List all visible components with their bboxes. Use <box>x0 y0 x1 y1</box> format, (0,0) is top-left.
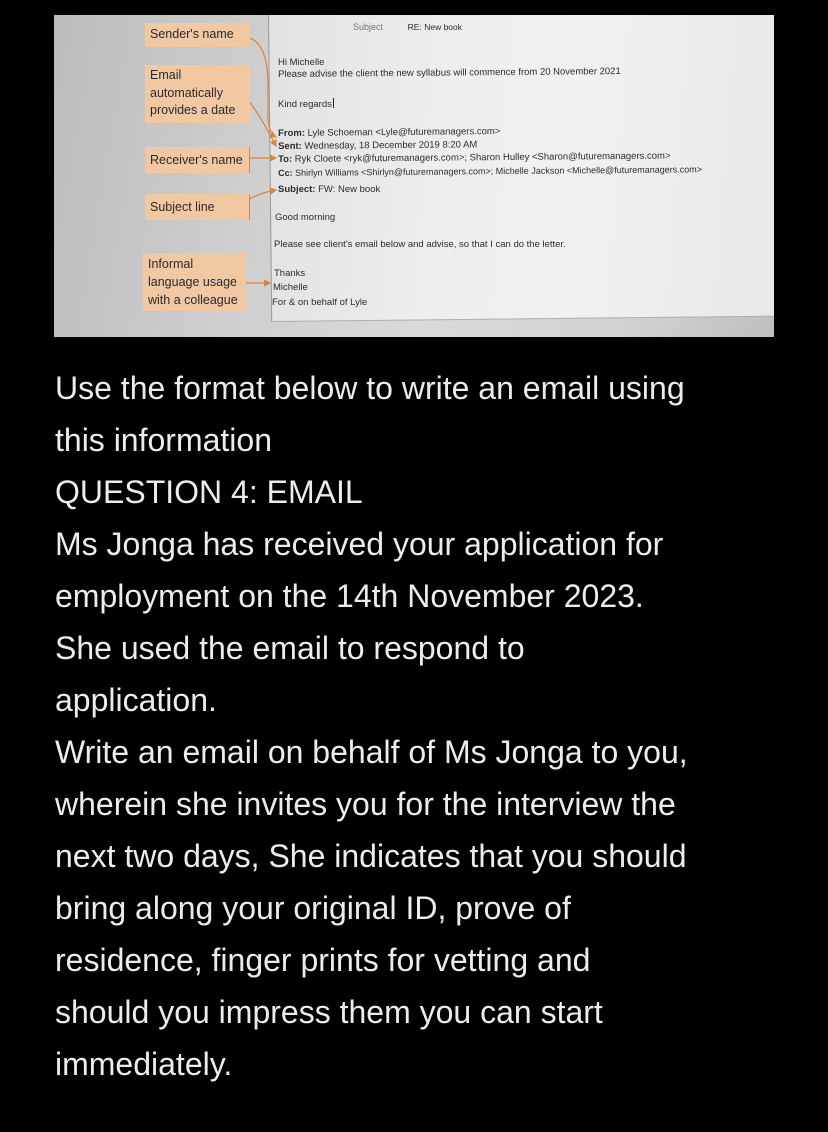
question-text <box>55 362 795 1090</box>
annotation-informal-line1: Informal <box>148 257 194 271</box>
email-from-row <box>278 126 500 140</box>
question-line: She used the email to respond to <box>55 630 525 666</box>
annotation-date-line1: Email <box>150 68 182 82</box>
email-signature-behalf: For & on behalf of Lyle <box>272 297 368 308</box>
cc-value: Shirlyn Williams <Shirlyn@futuremanagers.com>; Michelle Jackson <Michelle@futuremanagers.com> <box>295 164 703 178</box>
subject-label: Subject <box>353 22 384 32</box>
annotation-senders-name: Sender's name <box>145 23 250 47</box>
email-closing <box>278 98 334 111</box>
email-format-photo <box>54 15 774 337</box>
sent-value: Wednesday, 18 December 2019 8:20 AM <box>304 139 478 152</box>
annotation-informal-line2: language usage <box>148 275 237 289</box>
to-value: Ryk Cloete <ryk@futuremanagers.com>; Sharon Hulley <Sharon@futuremanagers.com> <box>294 150 671 165</box>
question-line: application. <box>55 682 217 718</box>
to-label: To: <box>278 153 293 165</box>
question-line: next two days, She indicates that you should <box>55 838 687 874</box>
text-cursor <box>333 98 334 108</box>
cc-label: Cc: <box>278 167 293 178</box>
email-request: Please see client's email below and advise, so that I can do the letter. <box>274 239 566 250</box>
from-value: Lyle Schoeman <Lyle@futuremanagers.com> <box>307 126 501 139</box>
fw-subject-label: Subject: <box>278 184 316 195</box>
from-label: From: <box>278 127 306 139</box>
question-line: Ms Jonga has received your application for <box>55 526 664 562</box>
question-heading: QUESTION 4: EMAIL <box>55 474 363 510</box>
question-line: employment on the 14th November 2023. <box>55 578 644 614</box>
subject-value: RE: New book <box>407 22 463 32</box>
annotation-informal-line3: with a colleague <box>148 293 238 307</box>
email-body: Please advise the client the new syllabus will commence from 20 November 2021 <box>278 66 621 80</box>
email-subject-row <box>353 21 462 34</box>
fw-subject-value: FW: New book <box>318 184 381 195</box>
question-line: wherein she invites you for the interview the <box>55 786 676 822</box>
annotation-subject-line: Subject line <box>145 194 250 220</box>
question-line: Use the format below to write an email using <box>55 370 685 406</box>
question-line: residence, finger prints for vetting and <box>55 942 591 978</box>
email-good-morning: Good morning <box>275 212 336 223</box>
sent-label: Sent: <box>278 140 302 152</box>
email-fw-subject-row <box>278 184 380 196</box>
email-greeting: Hi Michelle <box>278 57 325 68</box>
annotation-receivers-name: Receiver's name <box>145 147 250 173</box>
email-signature-name: Michelle <box>273 282 308 293</box>
annotation-date-line3: provides a date <box>150 103 236 117</box>
question-line: should you impress them you can start <box>55 994 603 1030</box>
email-thanks: Thanks <box>274 268 306 279</box>
annotation-date <box>145 65 250 123</box>
question-line: Write an email on behalf of Ms Jonga to you, <box>55 734 688 770</box>
question-line: bring along your original ID, prove of <box>55 890 571 926</box>
annotation-date-line2: automatically <box>150 85 223 100</box>
question-line: this information <box>55 422 272 458</box>
question-line: immediately. <box>55 1046 233 1082</box>
email-sent-row <box>278 139 477 153</box>
email-closing-text: Kind regards <box>278 99 332 110</box>
annotation-informal-language <box>143 253 246 311</box>
